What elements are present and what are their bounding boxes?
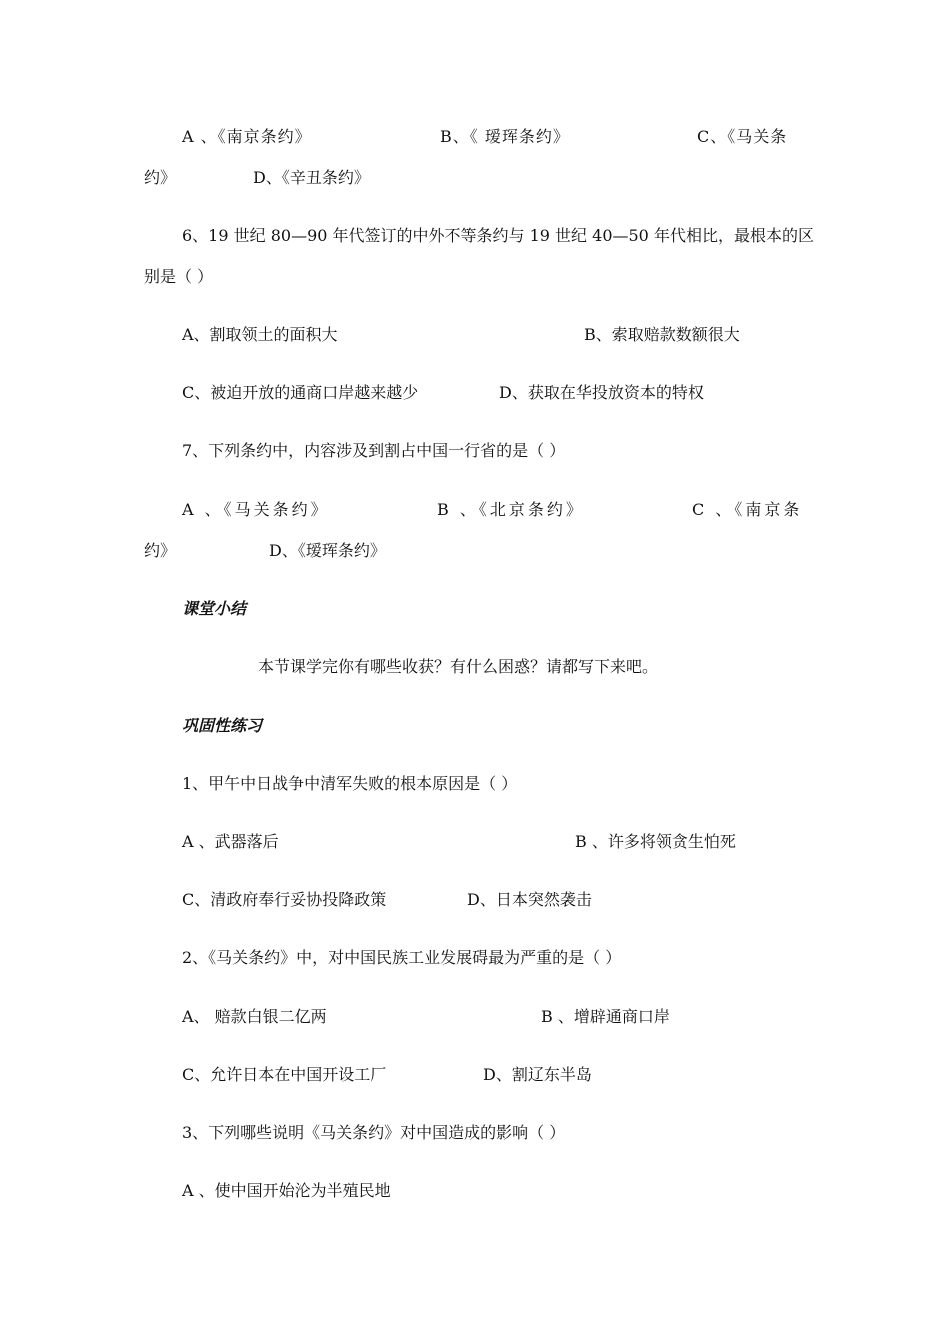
practice-q2-option-a: A、 赔款白银二亿两	[182, 1007, 327, 1026]
q5-option-c-continued: 约》	[144, 168, 177, 187]
q6-option-c: C、被迫开放的通商口岸越来越少	[182, 383, 419, 402]
practice-q2-option-b: B 、增辟通商口岸	[541, 1007, 670, 1026]
q6-stem-line1: 6、19 世纪 80—90 年代签订的中外不等条约与 19 世纪 40—50 年代相比，最根本的区	[182, 226, 814, 245]
summary-text: 本节课学完你有哪些收获？有什么困惑？请都写下来吧。	[258, 657, 659, 676]
q7-option-a: A 、《马关条约》	[182, 500, 330, 519]
practice-q2-stem: 2、《马关条约》中，对中国民族工业发展碍最为严重的是（ ）	[182, 948, 622, 967]
q5-option-d: D、《辛丑条约》	[253, 168, 370, 187]
practice-q1-stem: 1、甲午中日战争中清军失败的根本原因是（ ）	[182, 774, 518, 793]
practice-q1-option-a: A 、武器落后	[182, 832, 279, 851]
practice-q2-option-d: D、割辽东半岛	[483, 1065, 592, 1084]
practice-q3-stem: 3、下列哪些说明《马关条约》对中国造成的影响（ ）	[182, 1123, 566, 1142]
summary-heading: 课堂小结	[182, 599, 247, 618]
q7-option-c: C 、《南京条	[692, 500, 803, 519]
q6-stem-line2: 别是（ ）	[144, 267, 214, 286]
q6-option-d: D、获取在华投放资本的特权	[499, 383, 704, 402]
practice-q1-option-c: C、清政府奉行妥协投降政策	[182, 890, 387, 909]
practice-q1-option-d: D、日本突然袭击	[467, 890, 592, 909]
practice-q1-option-b: B 、许多将领贪生怕死	[575, 832, 736, 851]
practice-heading: 巩固性练习	[182, 716, 263, 735]
q6-option-a: A、割取领土的面积大	[182, 325, 338, 344]
practice-q2-option-c: C、允许日本在中国开设工厂	[182, 1065, 387, 1084]
q5-option-c: C、《马关条	[697, 127, 788, 146]
q7-option-b: B 、《北京条约》	[437, 500, 585, 519]
q6-option-b: B、索取赔款数额很大	[584, 325, 740, 344]
q7-option-c-continued: 约》	[144, 541, 177, 560]
q7-option-d: D、《瑷珲条约》	[269, 541, 386, 560]
q7-stem: 7、下列条约中，内容涉及到割占中国一行省的是（ ）	[182, 441, 566, 460]
q5-option-a: A 、《南京条约》	[182, 127, 312, 146]
practice-q3-option-a: A 、使中国开始沦为半殖民地	[182, 1181, 391, 1200]
q5-option-b: B、《 瑷珲条约》	[440, 127, 570, 146]
